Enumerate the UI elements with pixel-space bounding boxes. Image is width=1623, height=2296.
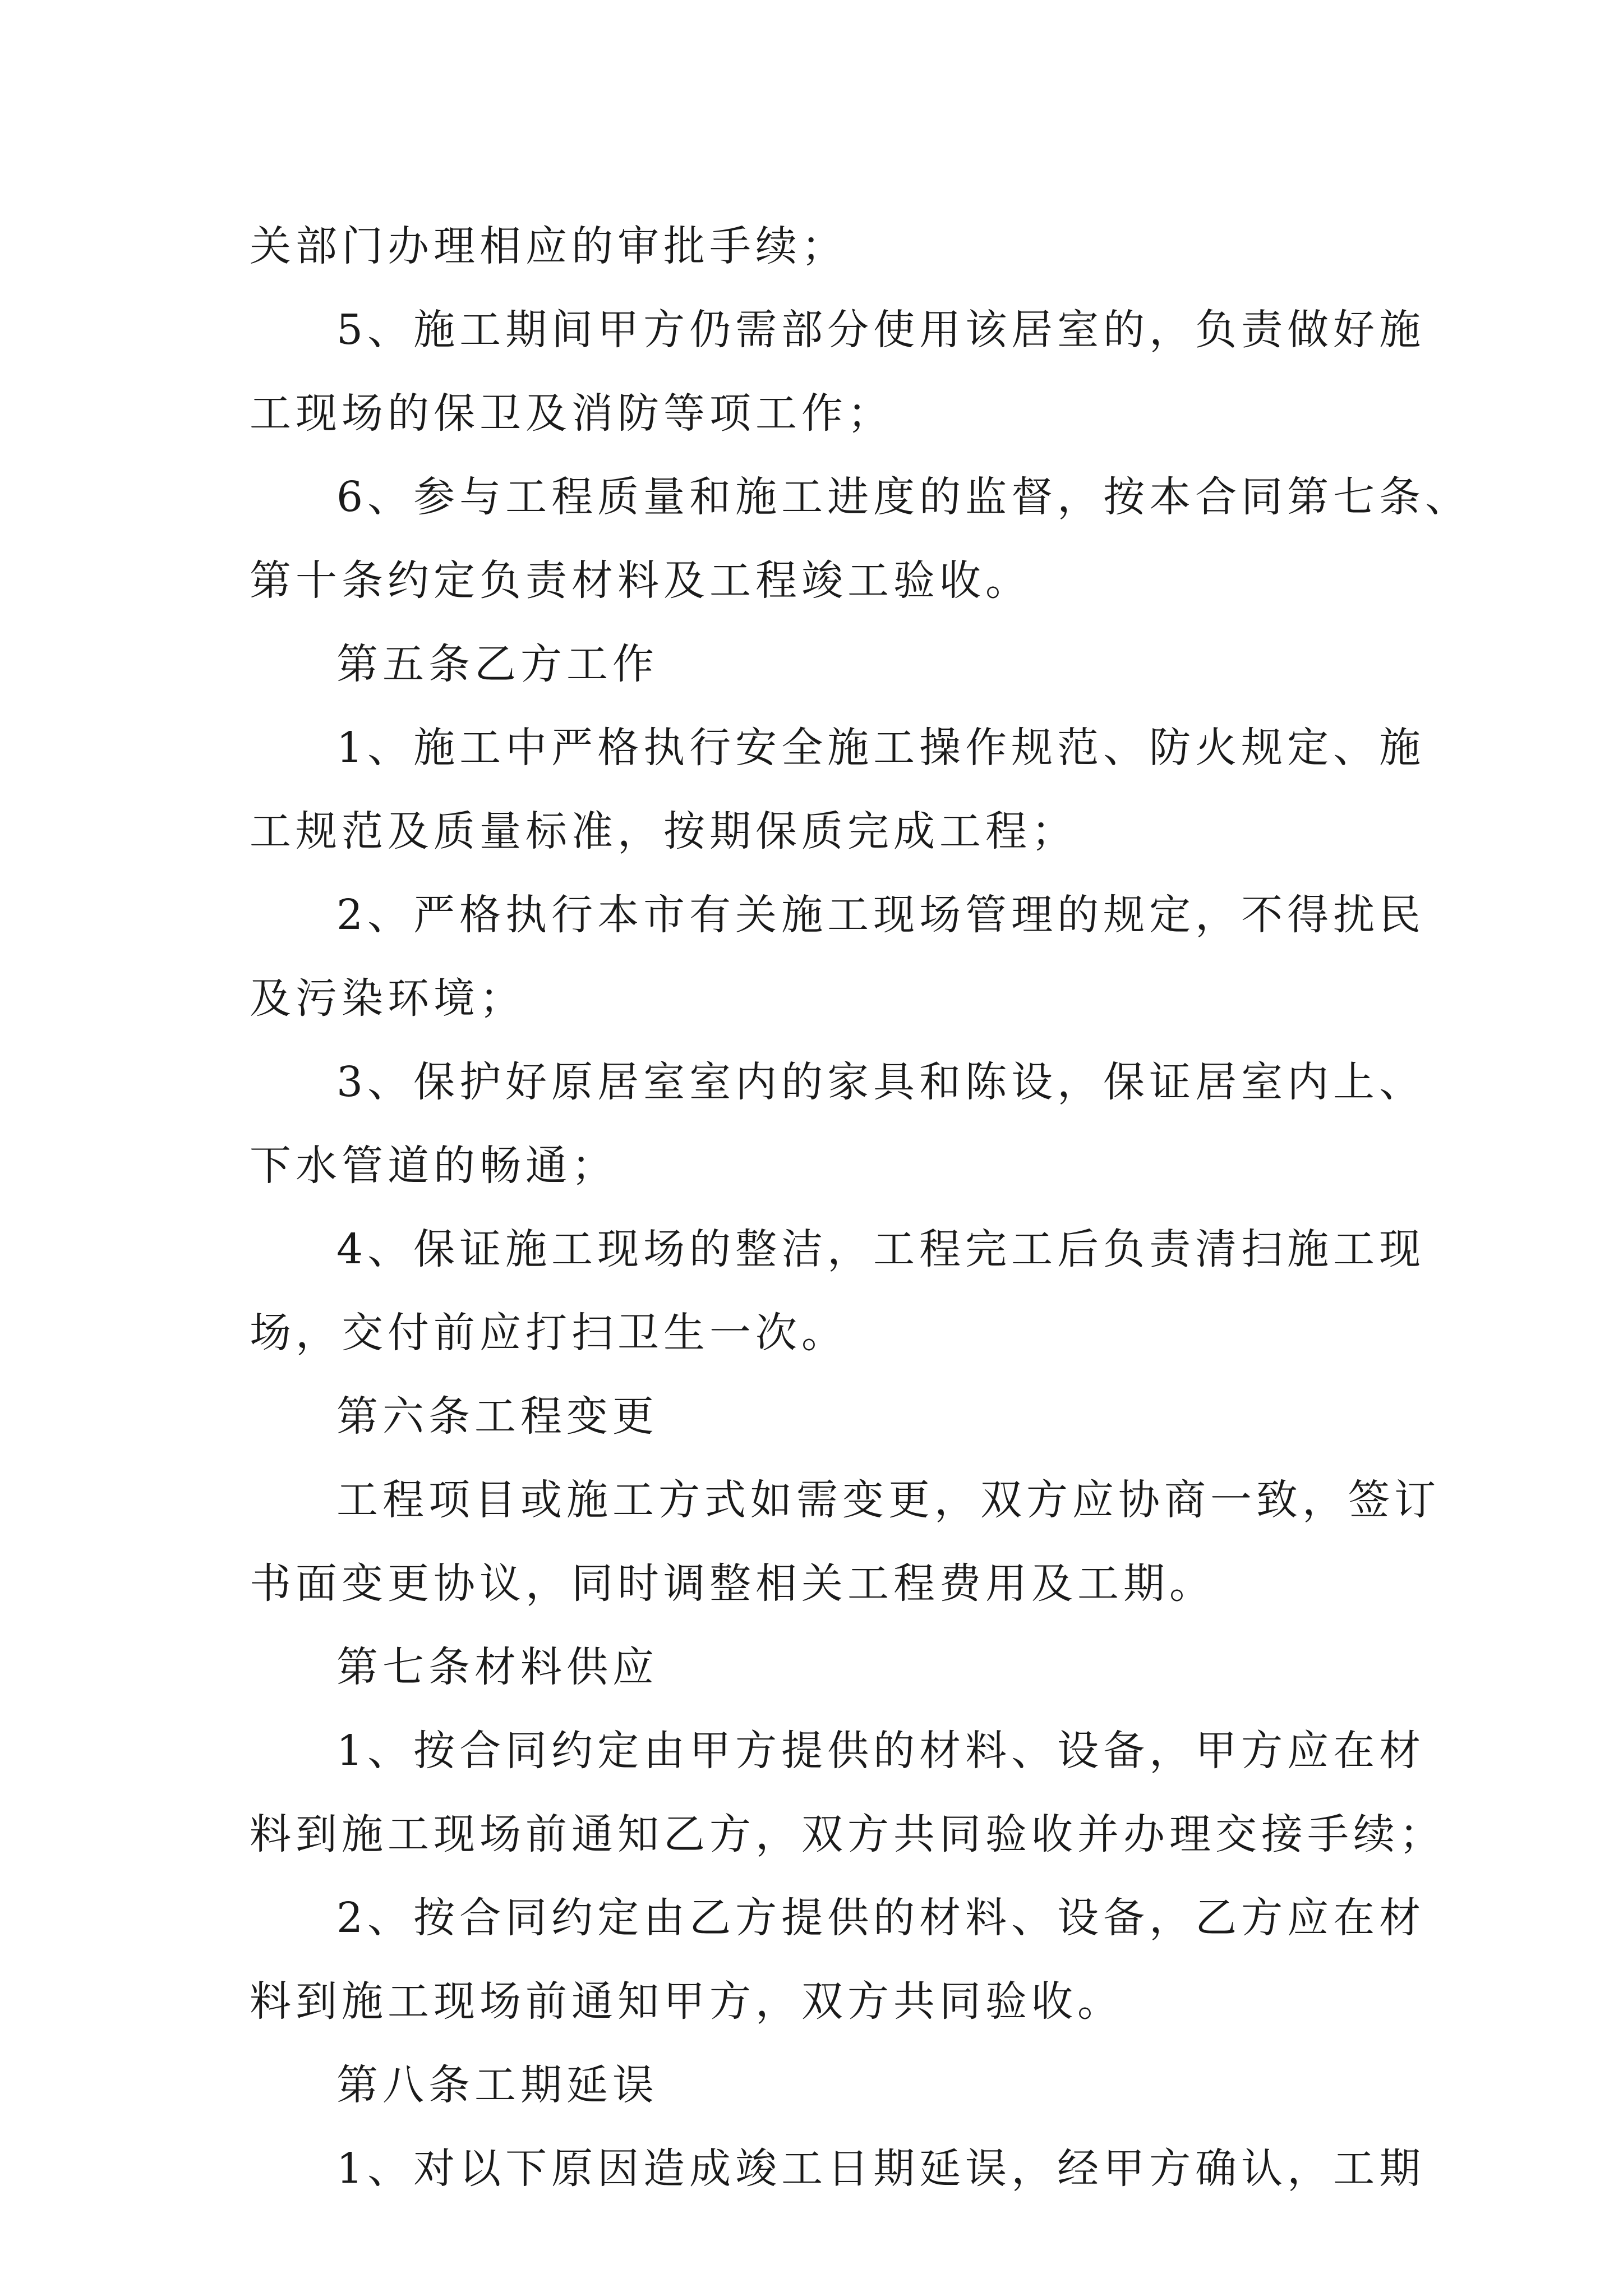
section-heading: 第五条乙方工作 <box>336 640 658 688</box>
text-line: 书面变更协议，同时调整相关工程费用及工期。 <box>250 1559 1215 1608</box>
text-line: 2、严格执行本市有关施工现场管理的规定，不得扰民 <box>336 891 1426 939</box>
text-line: 下水管道的畅通； <box>250 1142 617 1190</box>
text-line: 及污染环境； <box>250 974 525 1023</box>
text-line: 第十条约定负责材料及工程竣工验收。 <box>250 556 1031 605</box>
text-line: 料到施工现场前通知甲方，双方共同验收。 <box>250 1977 1123 2026</box>
text-line: 6、参与工程质量和施工进度的监督，按本合同第七条、 <box>336 473 1472 521</box>
section-heading: 第七条材料供应 <box>336 1643 658 1691</box>
text-line: 料到施工现场前通知乙方，双方共同验收并办理交接手续； <box>250 1810 1445 1858</box>
text-line: 工现场的保卫及消防等项工作； <box>250 389 893 438</box>
text-line: 工程项目或施工方式如需变更，双方应协商一致，签订 <box>336 1476 1440 1524</box>
text-line: 2、按合同约定由乙方提供的材料、设备，乙方应在材 <box>336 1894 1426 1942</box>
section-heading: 第六条工程变更 <box>336 1392 658 1441</box>
text-line: 工规范及质量标准，按期保质完成工程； <box>250 807 1077 855</box>
text-line: 4、保证施工现场的整洁，工程完工后负责清扫施工现 <box>336 1225 1426 1273</box>
contract-body-text <box>250 205 1472 2211</box>
text-line: 1、施工中严格执行安全施工操作规范、防火规定、施 <box>336 724 1426 772</box>
text-line: 1、按合同约定由甲方提供的材料、设备，甲方应在材 <box>336 1727 1426 1775</box>
text-line: 3、保护好原居室室内的家具和陈设，保证居室内上、 <box>336 1058 1426 1106</box>
section-heading: 第八条工期延误 <box>336 2061 658 2109</box>
text-line: 5、施工期间甲方仍需部分使用该居室的，负责做好施 <box>336 306 1426 354</box>
text-line: 关部门办理相应的审批手续； <box>250 222 847 270</box>
text-line: 1、对以下原因造成竣工日期延误，经甲方确认，工期 <box>336 2145 1426 2193</box>
text-line: 场，交付前应打扫卫生一次。 <box>250 1309 847 1357</box>
